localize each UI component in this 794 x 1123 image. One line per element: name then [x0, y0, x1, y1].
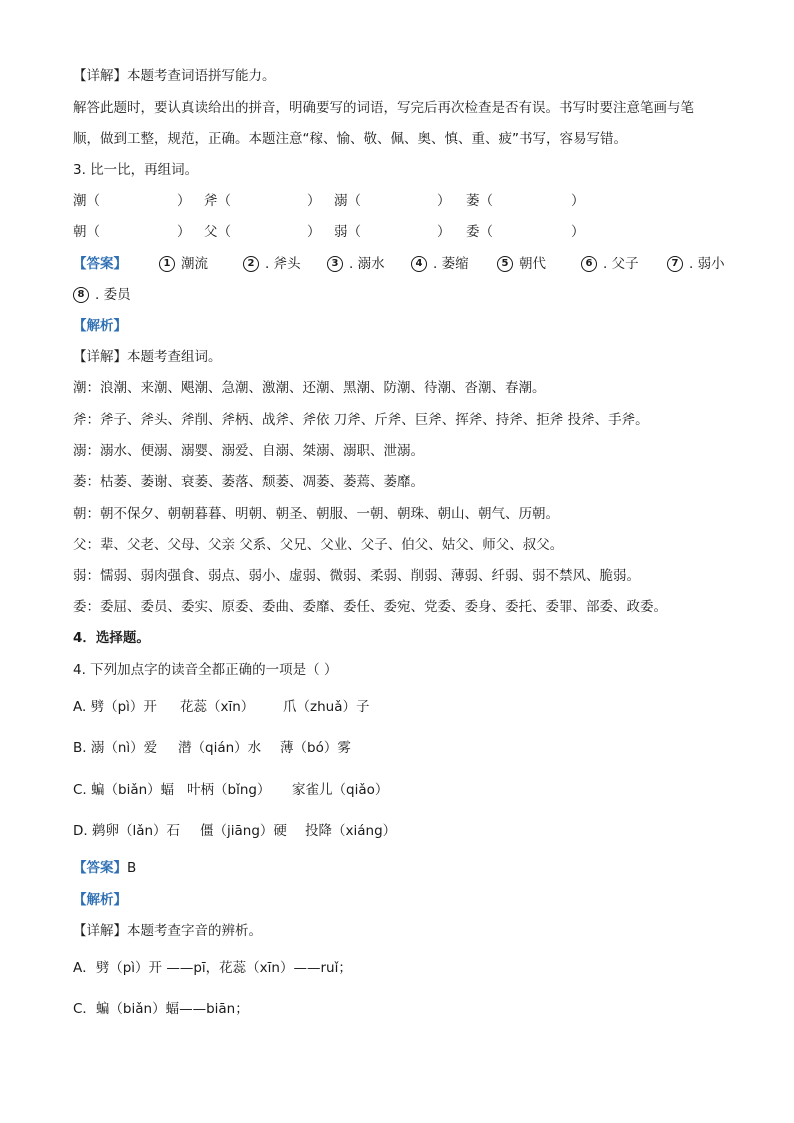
answer-line — [73, 858, 136, 878]
circled-number: 4 — [411, 256, 427, 272]
char-open: 父（ — [204, 224, 231, 240]
circled-number: 8 — [73, 287, 89, 303]
circled-number: 6 — [581, 256, 597, 272]
char-open: 萎（ — [466, 193, 493, 209]
detail-label: 【详解】 — [73, 68, 127, 84]
circled-number: 5 — [497, 256, 513, 272]
word-group: 朝：朝不保夕、朝朝暮暮、明朝、朝圣、朝服、一朝、朝珠、朝山、朝气、历朝。 — [73, 506, 559, 522]
char-open: 溺（ — [334, 193, 361, 209]
option-part: C. 蝙（biǎn）蝠 — [73, 782, 175, 798]
option-row — [73, 821, 673, 841]
paragraph: 顺，做到工整，规范，正确。本题注意“稼、愉、敬、佩、奥、慎、重、疲”书写，容易写错。 — [73, 131, 627, 147]
option-part: D. 鹈卵（lǎn）石 — [73, 823, 181, 839]
word-group: 潮：浪潮、来潮、飓潮、急潮、激潮、还潮、黑潮、防潮、待潮、沓潮、春潮。 — [73, 380, 546, 396]
option-part: 僵（jiāng）硬 — [200, 823, 287, 839]
answer-row — [73, 254, 753, 274]
answer-label: 【答案】 — [73, 860, 127, 876]
word-group: 萎：枯萎、萎谢、衰萎、萎落、颓萎、凋萎、萎蔫、萎靡。 — [73, 474, 424, 490]
option-row — [73, 738, 673, 758]
answer-item: 4 . 萎缩 — [411, 254, 469, 274]
circled-number: 7 — [667, 256, 683, 272]
word-group: 弱：懦弱、弱肉强食、弱点、弱小、虚弱、微弱、柔弱、削弱、薄弱、纤弱、弱不禁风、脆弱。 — [73, 568, 640, 584]
char-close: ） — [571, 224, 585, 240]
analysis-label: 【解析】 — [73, 892, 127, 908]
circled-number: 3 — [327, 256, 343, 272]
option-part: 家雀儿（qiǎo） — [292, 782, 389, 798]
compare-row — [73, 222, 753, 242]
answer-item: 2 . 斧头 — [243, 254, 301, 274]
answer-item: 3 . 溺水 — [327, 254, 385, 274]
detail-line — [73, 347, 222, 367]
char-close: ） — [307, 193, 321, 209]
detail-line — [73, 66, 276, 86]
char-open: 委（ — [466, 224, 493, 240]
answer-label: 【答案】 — [73, 256, 127, 272]
word-group: 父：辈、父老、父母、父亲 父系、父兄、父业、父子、伯父、姑父、师父、叔父。 — [73, 537, 564, 553]
detail-line — [73, 921, 262, 941]
option-part: 爪（zhuǎ）子 — [283, 699, 370, 715]
option-part: 投降（xiáng） — [305, 823, 397, 839]
answer-item: 7 . 弱小 — [667, 254, 725, 274]
analysis-label: 【解析】 — [73, 318, 127, 334]
char-close: ） — [177, 224, 191, 240]
option-part: A. 劈（pì）开 — [73, 699, 157, 715]
detail-label: 【详解】 — [73, 923, 127, 939]
compare-row — [73, 191, 753, 211]
char-close: ） — [307, 224, 321, 240]
option-part: 薄（bó）雾 — [280, 740, 351, 756]
option-row — [73, 697, 673, 717]
answer-value: B — [127, 860, 137, 876]
char-open: 斧（ — [204, 193, 231, 209]
question-title: 3. 比一比，再组词。 — [73, 162, 199, 178]
word-group: 斧：斧子、斧头、斧削、斧柄、战斧、斧依 刀斧、斤斧、巨斧、挥斧、持斧、拒斧 投斧、手斧。 — [73, 412, 649, 428]
char-close: ） — [437, 193, 451, 209]
word-group: 委：委屈、委员、委实、原委、委曲、委靡、委任、委宛、党委、委身、委托、委罪、部委、政委。 — [73, 599, 667, 615]
option-part: 花蕊（xīn） — [180, 699, 255, 715]
section-heading: 4．选择题。 — [73, 630, 150, 646]
option-row — [73, 780, 673, 800]
option-part: B. 溺（nì）爱 — [73, 740, 158, 756]
question-text: 4. 下列加点字的读音全都正确的一项是（ ） — [73, 662, 338, 678]
answer-item: 1 潮流 — [159, 254, 208, 274]
answer-item: 8 . 委员 — [73, 285, 131, 305]
detail-label: 【详解】 — [73, 349, 127, 365]
char-open: 弱（ — [334, 224, 361, 240]
answer-item: 5 朝代 — [497, 254, 546, 274]
word-group: 溺：溺水、便溺、溺婴、溺爱、自溺、桀溺、溺职、泄溺。 — [73, 443, 424, 459]
paragraph: 解答此题时，要认真读给出的拼音，明确要写的词语，写完后再次检查是否有误。书写时要注意笔画与笔 — [73, 100, 694, 116]
explanation-line: C．蝙（biǎn）蝠——biān； — [73, 1001, 249, 1017]
char-close: ） — [571, 193, 585, 209]
answer-item: 6 . 父子 — [581, 254, 639, 274]
detail-text: 本题考查词语拼写能力。 — [127, 68, 276, 84]
option-part: 叶柄（bǐng） — [187, 782, 271, 798]
explanation-line: A．劈（pì）开 ——pī，花蕊（xīn）——ruǐ； — [73, 960, 352, 976]
char-open: 潮（ — [73, 193, 100, 209]
char-open: 朝（ — [73, 224, 100, 240]
detail-text: 本题考查字音的辨析。 — [127, 923, 262, 939]
char-close: ） — [437, 224, 451, 240]
char-close: ） — [177, 193, 191, 209]
circled-number: 1 — [159, 256, 175, 272]
detail-text: 本题考查组词。 — [127, 349, 222, 365]
circled-number: 2 — [243, 256, 259, 272]
option-part: 潜（qián）水 — [178, 740, 262, 756]
